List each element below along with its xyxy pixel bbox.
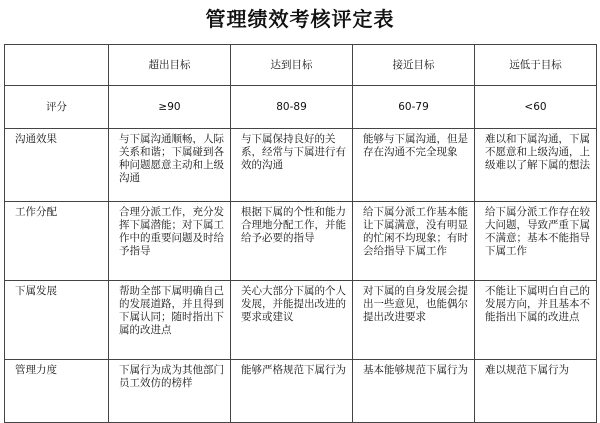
score-value-meet: 80-89 (231, 86, 353, 129)
table-row-work-allocation (5, 202, 597, 281)
table-cell: 对下属的自身发展会提出一些意见，也能偶尔提出改进要求 (353, 281, 475, 360)
table-header-row (5, 45, 597, 86)
table-row-subordinate-development (5, 281, 597, 360)
table-cell: 与下属保持良好的关系，经常与下属进行有效的沟通 (231, 129, 353, 202)
header-level-far-below: 远低于目标 (475, 45, 597, 86)
table-cell: 难以规范下属行为 (475, 360, 597, 423)
table-row-management-strength (5, 360, 597, 423)
table-cell: 关心大部分下属的个人发展，并能提出改进的要求或建议 (231, 281, 353, 360)
score-value-exceed: ≥90 (109, 86, 231, 129)
table-cell: 不能让下属明白自己的发展方向，并且基本不能指出下属的改进点 (475, 281, 597, 360)
table-cell: 下属行为成为其他部门员工效仿的榜样 (109, 360, 231, 423)
score-value-near: 60-79 (353, 86, 475, 129)
header-corner-cell (5, 45, 109, 86)
table-row-communication (5, 129, 597, 202)
score-value-far-below: <60 (475, 86, 597, 129)
evaluation-table (4, 44, 597, 423)
row-label-subordinate-development: 下属发展 (5, 281, 109, 360)
row-label-management-strength: 管理力度 (5, 360, 109, 423)
row-label-communication: 沟通效果 (5, 129, 109, 202)
header-level-exceed: 超出目标 (109, 45, 231, 86)
header-level-near: 接近目标 (353, 45, 475, 86)
table-cell: 与下属沟通顺畅，人际关系和谐；下属碰到各种问题愿意主动和上级沟通 (109, 129, 231, 202)
table-cell: 给下属分派工作基本能让下属满意，没有明显的忙闲不均现象；有时会给指导下属工作 (353, 202, 475, 281)
score-row-label: 评分 (5, 86, 109, 129)
table-cell: 能够与下属沟通，但是存在沟通不完全现象 (353, 129, 475, 202)
table-cell: 合理分派工作，充分发挥下属潜能；对下属工作中的重要问题及时给予指导 (109, 202, 231, 281)
table-cell: 能够严格规范下属行为 (231, 360, 353, 423)
table-cell: 帮助全部下属明确自己的发展道路，并且得到下属认同；随时指出下属的改进点 (109, 281, 231, 360)
row-label-work-allocation: 工作分配 (5, 202, 109, 281)
table-cell: 基本能够规范下属行为 (353, 360, 475, 423)
page-title: 管理绩效考核评定表 (205, 7, 395, 31)
table-cell: 给下属分派工作存在较大问题，导致严重下属不满意；基本不能指导下属工作 (475, 202, 597, 281)
score-row (5, 86, 597, 129)
table-cell: 难以和下属沟通，下属不愿意和上级沟通，上级难以了解下属的想法 (475, 129, 597, 202)
header-level-meet: 达到目标 (231, 45, 353, 86)
table-cell: 根据下属的个性和能力合理地分配工作，并能给予必要的指导 (231, 202, 353, 281)
